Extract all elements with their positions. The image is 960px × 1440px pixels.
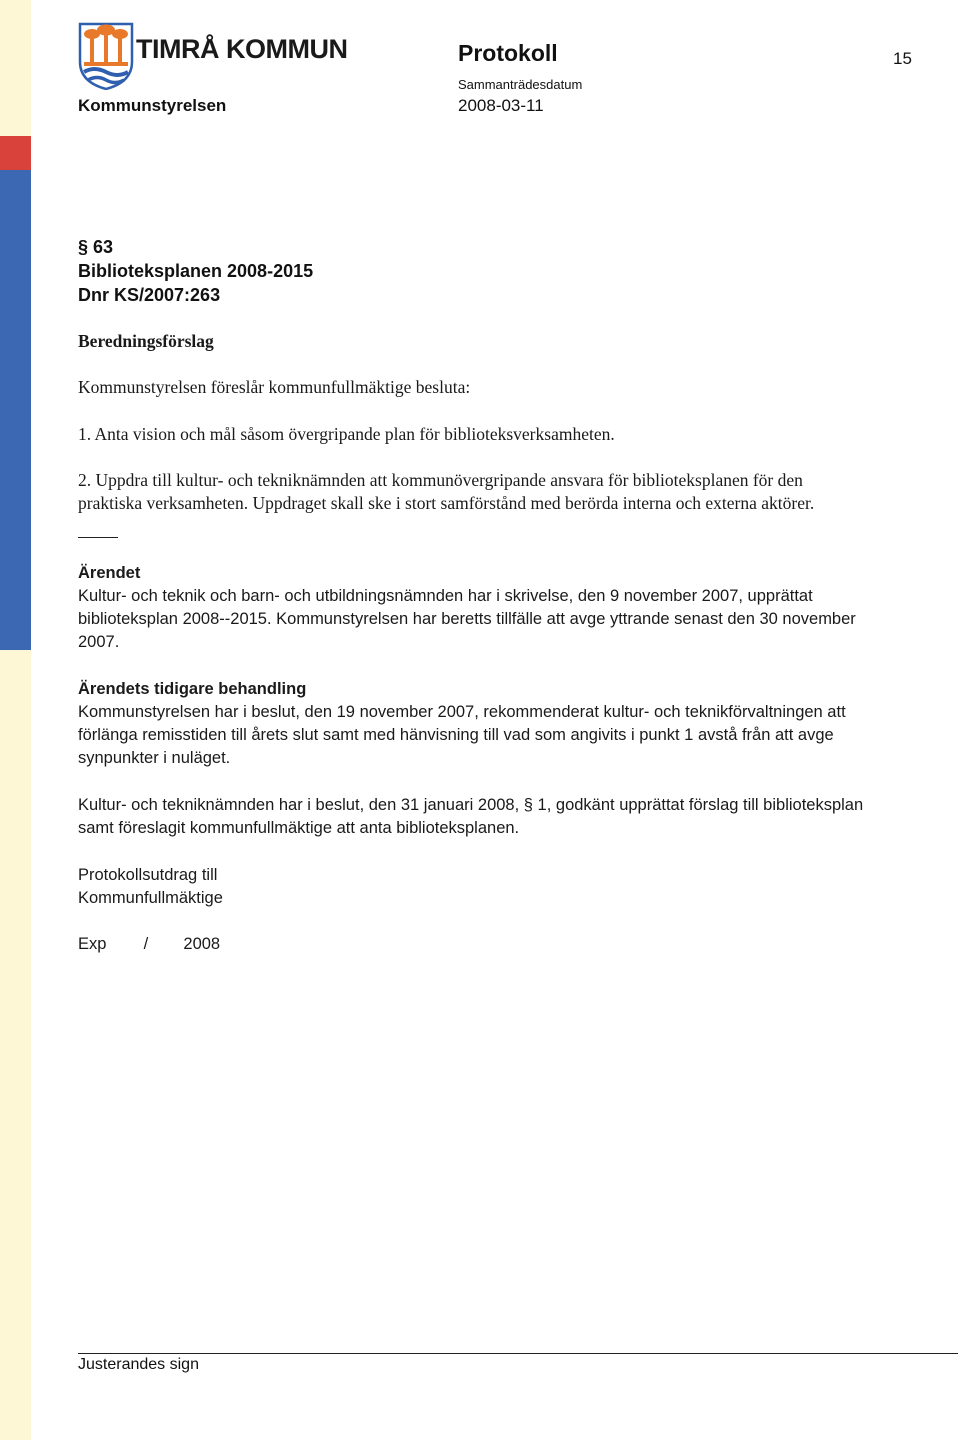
arendet-line-2: biblioteksplan 2008--2015. Kommunstyrelsen har beretts tillfälle att avge yttrande senast den 30 november (78, 610, 856, 628)
exp-line (78, 933, 220, 956)
arendet-line-1: Kultur- och teknik och barn- och utbildningsnämnden har i skrivelse, den 9 november 2007, upprättat (78, 587, 813, 605)
exp-slash: / (143, 935, 149, 953)
tidigare-p1-line-3: synpunkter i nuläget. (78, 749, 231, 767)
signature-label: Justerandes sign (78, 1356, 199, 1373)
section-title: Biblioteksplanen 2008-2015 (78, 261, 314, 281)
coat-of-arms-icon (78, 22, 134, 90)
separator-line (78, 537, 118, 538)
side-strip-yellow-bottom (0, 650, 31, 1440)
tidigare-p1-line-1: Kommunstyrelsen har i beslut, den 19 november 2007, rekommenderat kultur- och teknikförvaltningen att (78, 703, 846, 721)
meeting-date-label: Sammanträdesdatum (458, 77, 583, 92)
section-dnr: Dnr KS/2007:263 (78, 285, 221, 305)
side-strip-yellow-top (0, 0, 31, 136)
utdrag-recipient: Kommunfullmäktige (78, 889, 223, 907)
org-name: TIMRÅ KOMMUN (136, 34, 348, 64)
tidigare-p2-line-1: Kultur- och tekniknämnden har i beslut, den 31 januari 2008, § 1, godkänt upprättat förslag till biblioteksplan (78, 796, 864, 814)
page-number: 15 (893, 49, 912, 68)
arendet-heading: Ärendet (78, 564, 141, 582)
tidigare-heading: Ärendets tidigare behandling (78, 680, 307, 698)
beredning-item-2-line-2: praktiska verksamheten. Uppdraget skall ske i stort samförstånd med berörda interna och externa aktörer. (78, 493, 815, 513)
beredning-heading: Beredningsförslag (78, 331, 214, 351)
beredning-item-1: 1. Anta vision och mål såsom övergripande plan för biblioteksverksamheten. (78, 424, 615, 444)
side-strip-blue (0, 170, 31, 650)
document-type: Protokoll (458, 40, 558, 66)
utdrag-label: Protokollsutdrag till (78, 866, 218, 884)
beredning-item-2-line-1: 2. Uppdra till kultur- och tekniknämnden att kommunövergripande ansvara för biblioteksplanen för den (78, 470, 803, 490)
exp-year: 2008 (183, 935, 221, 953)
tidigare-p1-line-2: förlänga remisstiden till årets slut samt med hänvisning till vad som angivits i punkt 1 avstå från att avge (78, 726, 834, 744)
committee-name: Kommunstyrelsen (78, 96, 227, 115)
side-strip-red (0, 136, 31, 170)
footer-rule (78, 1353, 958, 1354)
section-number: § 63 (78, 237, 114, 257)
exp-label: Exp (78, 935, 107, 953)
meeting-date: 2008-03-11 (458, 96, 544, 115)
beredning-intro: Kommunstyrelsen föreslår kommunfullmäktige besluta: (78, 377, 471, 397)
arendet-line-3: 2007. (78, 633, 120, 651)
tidigare-p2-line-2: samt föreslagit kommunfullmäktige att anta biblioteksplanen. (78, 819, 520, 837)
